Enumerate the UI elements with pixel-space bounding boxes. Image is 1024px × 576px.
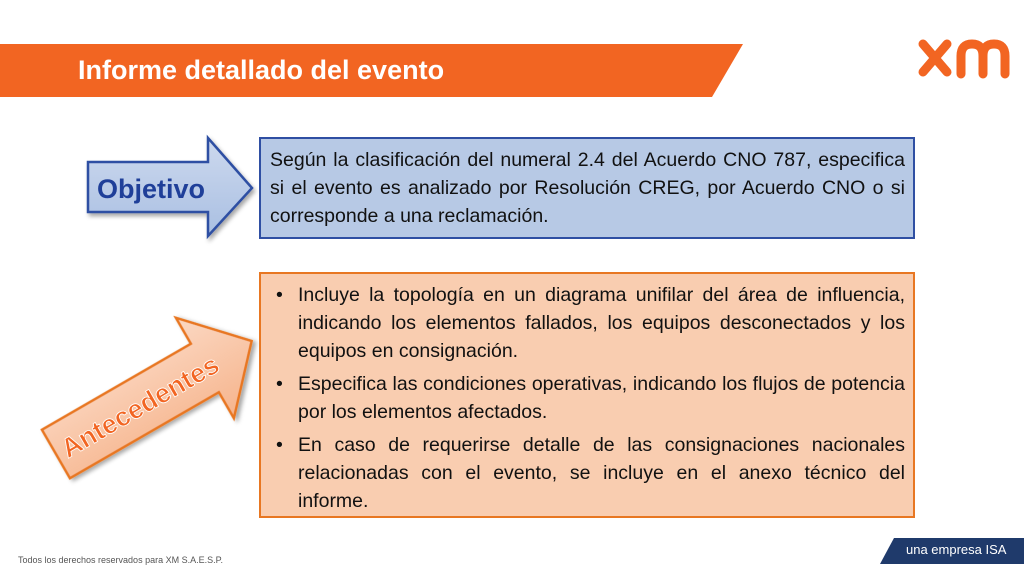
page-title: Informe detallado del evento <box>78 55 445 85</box>
list-item-text: Especifica las condiciones operativas, indicando los flujos de potencia por los elementos afectados. <box>298 373 905 423</box>
antecedentes-list <box>270 281 905 515</box>
arrows-layer <box>0 0 260 520</box>
bullet-icon: • <box>276 373 283 395</box>
list-item <box>270 431 905 515</box>
list-item-text: En caso de requerirse detalle de las consignaciones nacionales relacionadas con el evento, se incluye en el anexo técnico del informe. <box>298 434 905 512</box>
list-item-text: Incluye la topología en un diagrama unifilar del área de influencia, indicando los elementos fallados, los equipos desconectados y los equipos en consignación. <box>298 284 905 362</box>
logo-text: xm <box>963 86 965 87</box>
objetivo-box <box>259 137 915 239</box>
footer-copyright: Todos los derechos reservados para XM S.A.E.S.P. <box>18 555 223 565</box>
objetivo-label: Objetivo <box>97 174 206 204</box>
antecedentes-box <box>259 272 915 518</box>
list-item <box>270 281 905 365</box>
isa-tag-text: una empresa ISA <box>906 542 1007 557</box>
xm-logo <box>913 22 1013 88</box>
bullet-icon: • <box>276 434 283 456</box>
antecedentes-label: Antecedentes <box>55 349 225 464</box>
objetivo-text: Según la clasificación del numeral 2.4 del Acuerdo CNO 787, especifica si el evento es analizado por Resolución CREG, por Acuerdo CNO o si corresponde a una reclamación. <box>270 149 905 227</box>
bullet-icon: • <box>276 284 283 306</box>
list-item <box>270 370 905 426</box>
